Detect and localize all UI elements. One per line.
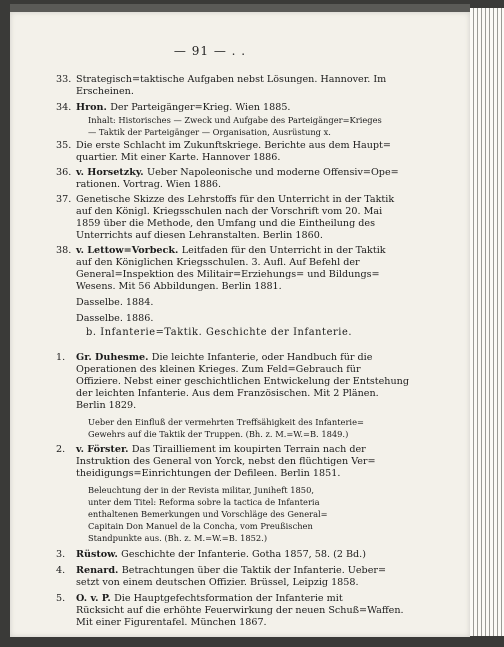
author-name: v. Horsetzky. bbox=[76, 167, 147, 178]
entry2-line: enthaltenen Bemerkungen und Vorschläge des General= bbox=[88, 509, 328, 519]
entry-line: Genetische Skizze des Lehrstoffs für den Unterricht in der Taktik bbox=[76, 194, 395, 205]
entry2-line: Offiziere. Nebst einer geschichtlichen Entwickelung der Entstehung bbox=[76, 376, 409, 387]
entry-line: 1859 über die Methode, den Umfang und die Eintheilung des bbox=[76, 218, 376, 229]
entry2-line: Capitain Don Manuel de la Concha, vom Preußischen bbox=[88, 521, 313, 531]
entry-line: Die erste Schlacht im Zukunftskriege. Berichte aus dem Haupt= bbox=[76, 140, 391, 151]
entry2-line: Mit einer Figurentafel. München 1867. bbox=[76, 617, 267, 628]
page-stack-edge bbox=[470, 8, 504, 636]
page-number: — 91 — . . bbox=[173, 44, 247, 58]
entry-line: — Taktik der Parteigänger — Organisation, Ausrüstung x. bbox=[88, 127, 331, 137]
author-name: Gr. Duhesme. bbox=[76, 352, 152, 363]
entry-line: v. Lettow=Vorbeck. Leitfaden für den Unterricht in der Taktik bbox=[76, 245, 386, 256]
author-name: v. Förster. bbox=[76, 444, 132, 455]
entry2-line: theidigungs=Einrichtungen der Defileen. Berlin 1851. bbox=[76, 468, 341, 479]
entry2-line: Gr. Duhesme. Die leichte Infanterie, oder Handbuch für die bbox=[76, 352, 373, 363]
author-name: O. v. P. bbox=[76, 593, 115, 604]
entry2-line: setzt von einem deutschen Offizier. Brüssel, Leipzig 1858. bbox=[76, 577, 359, 588]
entry-number: 36. bbox=[56, 167, 72, 178]
author-name: Rüstow. bbox=[76, 549, 122, 560]
entry2-line: Gewehrs auf die Taktik der Truppen. (Bh. z. M.=W.=B. 1849.) bbox=[88, 429, 349, 439]
entry-line: Erscheinen. bbox=[76, 86, 134, 97]
entry-line: Wesens. Mit 56 Abbildungen. Berlin 1881. bbox=[76, 281, 282, 292]
author-name: v. Lettow=Vorbeck. bbox=[76, 245, 182, 256]
entry2-number: 2. bbox=[56, 444, 66, 455]
entry2-line: der leichten Infanterie. Aus dem Französischen. Mit 2 Plänen. bbox=[76, 388, 379, 399]
author-name: Hron. bbox=[76, 102, 111, 113]
entry-line: Inhalt: Historisches — Zweck und Aufgabe des Parteigänger=Krieges bbox=[88, 115, 382, 125]
entry2-line: v. Förster. Das Tirailliement im koupirten Terrain nach der bbox=[76, 444, 366, 455]
entry2-line: Beleuchtung der in der Revista militar, Juniheft 1850, bbox=[88, 485, 314, 495]
section-title: b. Infanterie=Taktik. Geschichte der Infanterie. bbox=[86, 327, 353, 338]
entry2-line: Renard. Betrachtungen über die Taktik der Infanterie. Ueber= bbox=[76, 565, 387, 576]
entry-line: Unterrichts auf diesen Lehranstalten. Berlin 1860. bbox=[76, 230, 323, 241]
entry-number: 38. bbox=[56, 245, 72, 256]
entry-line: auf den Königlichen Kriegsschulen. 3. Aufl. Auf Befehl der bbox=[76, 257, 360, 268]
entry2-line: Rüstow. Geschichte der Infanterie. Gotha 1857, 58. (2 Bd.) bbox=[76, 549, 366, 560]
entry-line: v. Horsetzky. Ueber Napoleonische und moderne Offensiv=Ope= bbox=[76, 167, 399, 178]
entry-number: 37. bbox=[56, 194, 72, 205]
entry-line: Dasselbe. 1884. bbox=[76, 297, 154, 308]
entry-number: 35. bbox=[56, 140, 72, 151]
entry2-number: 3. bbox=[56, 549, 66, 560]
entry2-line: O. v. P. Die Hauptgefechtsformation der Infanterie mit bbox=[76, 593, 343, 604]
entry-line: rationen. Vortrag. Wien 1886. bbox=[76, 179, 222, 190]
entry-line: quartier. Mit einer Karte. Hannover 1886. bbox=[76, 152, 281, 163]
entry-line: General=Inspektion des Militair=Erziehungs= und Bildungs= bbox=[76, 269, 380, 280]
entry-number: 34. bbox=[56, 102, 72, 113]
entry2-line: Ueber den Einfluß der vermehrten Treffsähigkeit des Infanterie= bbox=[88, 417, 364, 427]
entry-line: auf den Königl. Kriegsschulen nach der Vorschrift vom 20. Mai bbox=[76, 206, 383, 217]
entry2-number: 4. bbox=[56, 565, 66, 576]
entry-number: 33. bbox=[56, 74, 72, 85]
author-name: Renard. bbox=[76, 565, 122, 576]
entry-line: Dasselbe. 1886. bbox=[76, 313, 154, 324]
entry2-line: Berlin 1829. bbox=[76, 400, 137, 411]
entry2-number: 5. bbox=[56, 593, 66, 604]
entry-line: Hron. Der Parteigänger=Krieg. Wien 1885. bbox=[76, 102, 291, 113]
entry2-line: Standpunkte aus. (Bh. z. M.=W.=B. 1852.) bbox=[88, 533, 268, 543]
entry-line: Strategisch=taktische Aufgaben nebst Lösungen. Hannover. Im bbox=[76, 74, 387, 85]
entry2-line: unter dem Titel: Reforma sobre la tactica de Infanteria bbox=[88, 497, 320, 507]
entry2-line: Instruktion des General von Yorck, nebst den flüchtigen Ver= bbox=[76, 456, 376, 467]
entry2-number: 1. bbox=[56, 352, 66, 363]
entry2-line: Operationen des kleinen Krieges. Zum Feld=Gebrauch für bbox=[76, 364, 361, 375]
entry2-line: Rücksicht auf die erhöhte Feuerwirkung der neuen Schuß=Waffen. bbox=[76, 605, 404, 616]
